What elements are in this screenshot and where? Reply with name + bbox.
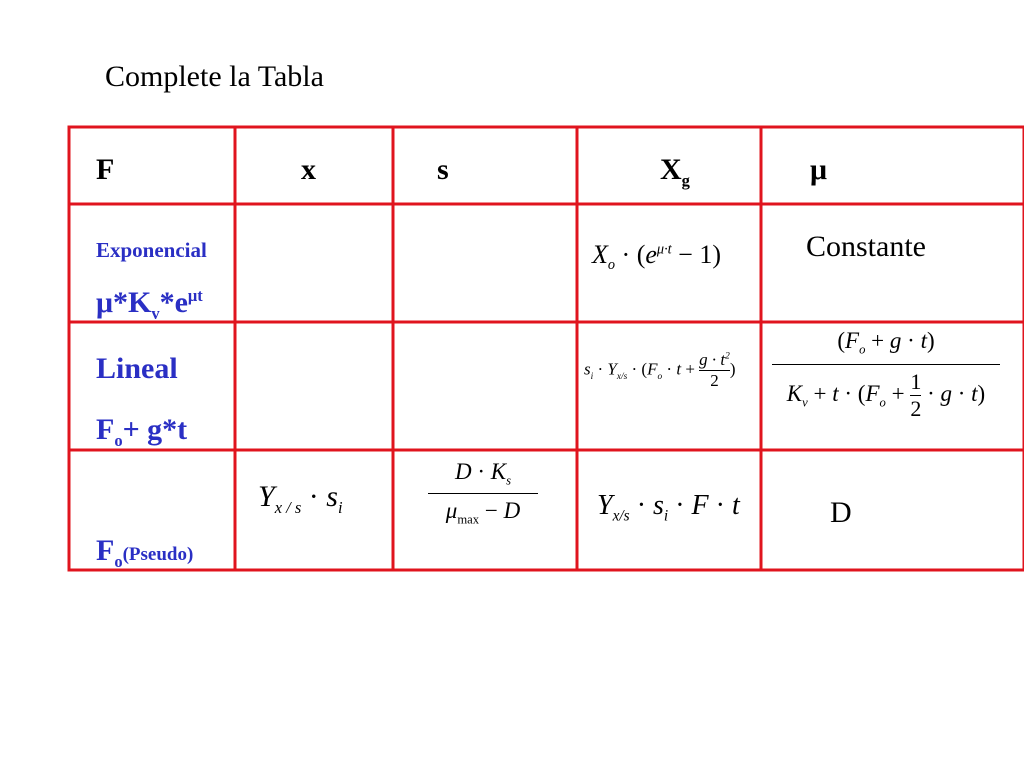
cell-lineal-s[interactable] xyxy=(395,324,575,448)
row-pseudo-s: $\frac{D \cdot K_s}{\mu_{max} - D}$ xyxy=(428,459,538,527)
row-exponencial-label: Exponencial xyxy=(96,238,207,262)
row-lineal-expr: $F_o+ g*t$ xyxy=(96,413,188,450)
row-pseudo-label: $F_o(Pseudo)$ xyxy=(96,534,194,571)
cell-exponencial-x[interactable] xyxy=(237,206,391,320)
row-exponencial-mu: Constante xyxy=(806,230,926,263)
row-pseudo-xg: $Y_{x/s} \cdot s_i \cdot F \cdot t$ xyxy=(597,490,740,525)
header-mu: μ xyxy=(810,153,828,186)
cell-lineal-x[interactable] xyxy=(237,324,391,448)
page-title: Complete la Tabla xyxy=(105,60,324,93)
header-s: s xyxy=(437,153,449,186)
header-xg: $X_g$ xyxy=(660,153,690,190)
row-lineal-label: Lineal xyxy=(96,352,178,385)
header-f: F xyxy=(96,153,115,186)
row-lineal-xg: $s_i \cdot Y_{x/s} \cdot (F_o \cdot t$ + $\frac{g \cdot t^2}{2}$ ) xyxy=(584,350,736,390)
cell-exponencial-s[interactable] xyxy=(395,206,575,320)
header-x: x xyxy=(301,153,316,186)
row-exponencial-xg: $X_o \cdot (e^{\mu\cdot t} - 1)$ xyxy=(592,240,721,274)
row-pseudo-x: $Y_{x / s} \cdot s_i$ xyxy=(258,480,343,517)
row-pseudo-mu: D xyxy=(830,496,852,529)
row-lineal-mu: $(F_o + g \cdot t)$ $K_v + t \cdot (F_o$ + $\frac{1}{2}$ · g · t) xyxy=(772,328,1000,422)
row-exponencial-expr: $\mu*K_v*e^{\mu t}$ xyxy=(96,286,203,323)
